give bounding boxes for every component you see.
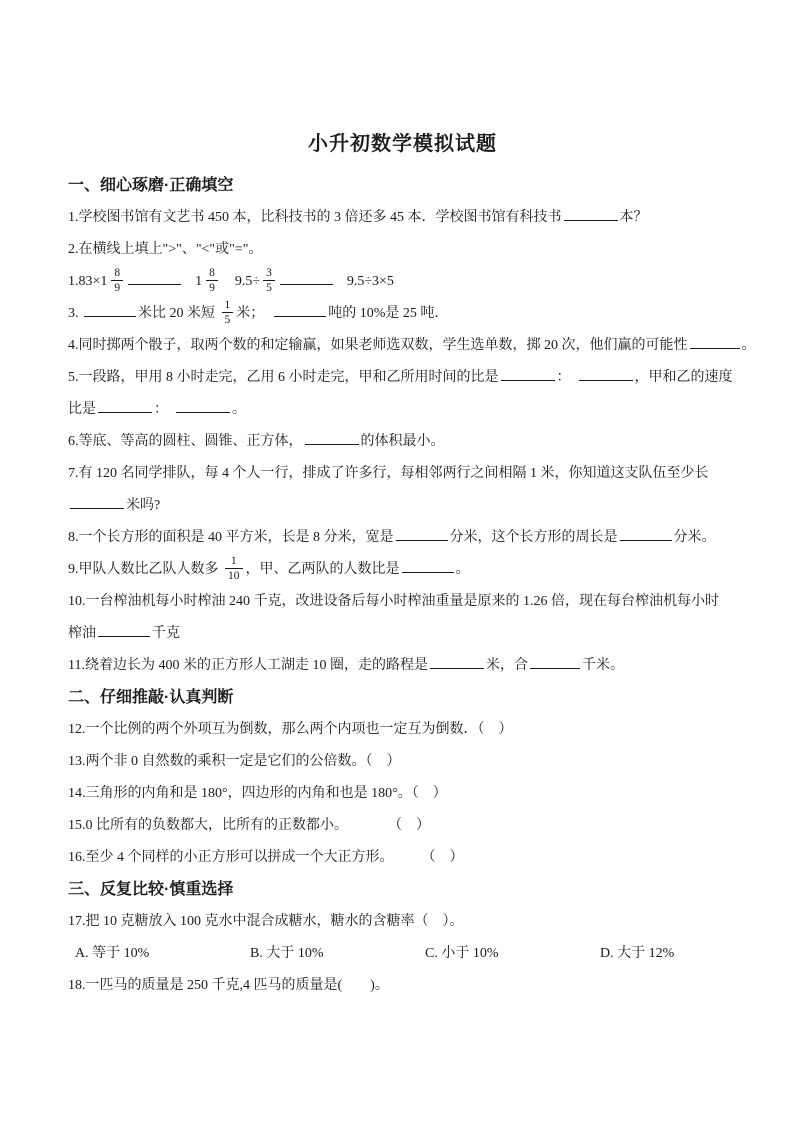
mixed-number-whole: 1 (100, 274, 108, 289)
answer-blank (620, 525, 672, 541)
spacer (183, 284, 195, 285)
answer-blank (564, 205, 618, 221)
question-line: 3. 米比 20 米短 $\frac{1}{5}$ 米； 吨的 10%是 25 吨． (68, 299, 449, 327)
question-line: 17.把 10 克糖放入 100 克水中混合成糖水，糖水的含糖率（ ）。 (68, 914, 464, 929)
question-line: 8.一个长方形的面积是 40 平方米，长是 8 分米，宽是 分米，这个长方形的周长是 分米。 (68, 522, 737, 554)
fraction (222, 298, 234, 327)
question-line: 18.一匹马的质量是 250 千克,4 匹马的质量是( )。 (68, 978, 389, 993)
answer-blank (579, 365, 633, 381)
fraction-denominator: 9 (206, 280, 218, 295)
question-line: 7.有 120 名同学排队，每 4 个人一行，排成了许多行，每相邻两行之间相隔 1 米，你知道这支队伍至少长 (68, 466, 709, 481)
fraction-numerator: 3 (266, 267, 272, 280)
document-body (68, 170, 756, 1002)
option-d: D. 大于 12% (600, 946, 675, 961)
question-line: 2.在横线上填上">"、"<"或"="。 (68, 242, 263, 257)
fraction-numerator: 8 (114, 267, 121, 280)
question-line: 4.同时掷两个骰子，取两个数的和定输赢，如果老师选双数，学生选单数，掷 20 次，他们赢的可能性 。 (68, 330, 737, 362)
answer-blank (280, 269, 333, 285)
page-title: 小升初数学模拟试题 (308, 133, 497, 155)
question-line: 1.学校图书馆有文艺书 450 本，比科技书的 3 倍还多 45 本．学校图书馆有科技书 本？ (68, 202, 737, 234)
spacer (221, 284, 235, 285)
question-line: 9.甲队人数比乙队人数多 $\frac{1}{10}$ ，甲、乙两队的人数比是 。 (68, 555, 470, 583)
question-line: 5.一段路，甲用 8 小时走完，乙用 6 小时走完，甲和乙所用时间的比是 ： ，甲和乙的速度 (68, 362, 737, 394)
question-line: 16.至少 4 个同样的小正方形可以拼成一个大正方形。 （ ） (68, 850, 464, 865)
answer-blank (430, 653, 484, 669)
fraction (111, 266, 123, 295)
fraction (206, 266, 218, 295)
answer-blank (98, 397, 152, 413)
spacer (168, 412, 174, 413)
answer-blank (501, 365, 555, 381)
answer-blank (274, 301, 326, 317)
fraction-numerator: 8 (209, 267, 215, 280)
spacer (394, 860, 422, 861)
mixed-number-whole: 1 (195, 274, 203, 289)
section-heading: 三、反复比较·慎重选择 (68, 881, 234, 898)
answer-blank (402, 557, 454, 573)
section-heading: 二、仔细推敲·认真判断 (68, 689, 234, 706)
question-line: 1.83×1 $\frac{8}{9}$ 1 $\frac{8}{9}$ 9.5÷ $\frac{3}{5}$ 9.5÷3×5 (68, 267, 394, 295)
answer-blank (98, 621, 150, 637)
answer-blank (128, 269, 181, 285)
answer-blank (84, 301, 136, 317)
section-heading: 一、细心琢磨·正确填空 (68, 177, 234, 194)
answer-blank (396, 525, 448, 541)
question-line: 10.一台榨油机每小时榨油 240 千克，改进设备后每小时榨油重量是原来的 1.26 倍，现在每台榨油机每小时 (68, 594, 719, 609)
fraction (225, 554, 243, 583)
spacer (335, 284, 347, 285)
question-line: 12.一个比例的两个外项互为倒数，那么两个内项也一定互为倒数．（ ） (68, 722, 513, 737)
answer-blank (530, 653, 580, 669)
question-line: 米吗? (68, 490, 737, 522)
question-line: 11.绕着边长为 400 米的正方形人工湖走 10 圈，走的路程是 米，合 千米。 (68, 650, 737, 682)
fraction-numerator: 1 (224, 299, 231, 312)
spacer (264, 316, 272, 317)
question-line: 6.等底、等高的圆柱、圆锥、正方体， 的体积最小。 (68, 426, 737, 458)
fraction-denominator: 5 (222, 312, 234, 327)
question-line: 比是 ： 。 (68, 394, 737, 426)
fraction-denominator: 10 (225, 568, 243, 583)
option-b: B. 大于 10% (250, 946, 324, 961)
answer-blank (690, 333, 740, 349)
answer-blank (70, 493, 124, 509)
question-line: 15.0 比所有的负数都大，比所有的正数都小。 （ ） (68, 818, 430, 833)
option-a: A. 等于 10% (75, 946, 150, 961)
fraction (263, 266, 275, 295)
options-row (68, 938, 737, 970)
fraction-numerator: 1 (230, 555, 237, 568)
fraction-denominator: 9 (111, 280, 123, 295)
fraction-denominator: 5 (263, 280, 275, 295)
spacer (348, 828, 388, 829)
answer-blank (176, 397, 230, 413)
answer-blank (305, 429, 359, 445)
spacer (571, 380, 577, 381)
question-line: 榨油 千克 (68, 618, 737, 650)
option-c: C. 小于 10% (425, 946, 499, 961)
question-line: 14.三角形的内角和是 180°，四边形的内角和也是 180°。（ ） (68, 786, 447, 801)
question-line: 13.两个非 0 自然数的乘积一定是它们的公倍数。（ ） (68, 754, 401, 769)
